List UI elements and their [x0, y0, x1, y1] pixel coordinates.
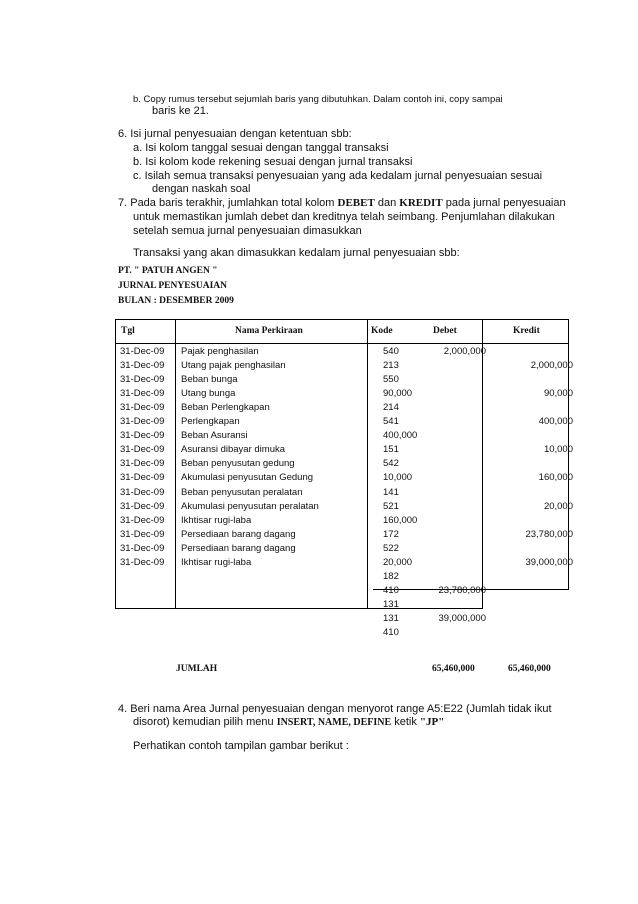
row-tgl: 31-Dec-09 — [120, 388, 165, 400]
row-tgl: 31-Dec-09 — [120, 374, 165, 386]
step7-post: pada jurnal penyesuaian — [442, 197, 566, 209]
row-nama: Beban penyusutan gedung — [181, 458, 295, 470]
row-tgl: 31-Dec-09 — [120, 444, 165, 456]
row-nama: Perlengkapan — [181, 416, 240, 428]
row-nama: Beban Perlengkapan — [181, 402, 270, 414]
row-kode: 172 — [383, 528, 399, 540]
row-kredit: 20,000 — [543, 500, 573, 512]
row-tgl: 31-Dec-09 — [120, 542, 165, 554]
row-kode: 521 — [383, 500, 399, 512]
row-nama: Utang bunga — [181, 388, 236, 400]
step4-ketik: ketik — [391, 716, 420, 728]
table-header-border — [115, 343, 569, 344]
total-kredit: 65,460,000 — [508, 664, 551, 674]
row-tgl: 31-Dec-09 — [120, 430, 165, 442]
row-nama: Beban penyusutan peralatan — [181, 486, 303, 498]
row-tgl: 31-Dec-09 — [120, 458, 165, 470]
row-kode: 213 — [383, 360, 399, 371]
row-kode: 131 — [383, 612, 399, 624]
step7-debet: DEBET — [337, 197, 375, 209]
step6-c-line1: c. Isilah semua transaksi penyesuaian yang ada kedalam jurnal penyesuaian sesuai — [133, 170, 543, 182]
row-debet: 2,000,000 — [443, 346, 486, 357]
row-tgl: 31-Dec-09 — [120, 472, 165, 484]
instruction-b-line1: b. Copy rumus tersebut sejumlah baris yang dibutuhkan. Dalam contoh ini, copy sampai — [133, 94, 503, 105]
row-kredit: 400,000 — [538, 416, 573, 428]
row-kode: 410 — [383, 584, 399, 596]
row-kode: 10,000 — [383, 472, 413, 484]
step7-line2: untuk memastikan jumlah debet dan kreditnya telah seimbang. Penjumlahan dilakukan — [133, 211, 555, 223]
row-kredit: 39,000,000 — [525, 556, 573, 568]
row-nama: Ikhtisar rugi-laba — [181, 514, 252, 526]
row-tgl: 31-Dec-09 — [120, 346, 165, 357]
row-nama: Ikhtisar rugi-laba — [181, 556, 252, 568]
journal-title: JURNAL PENYESUAIAN — [118, 281, 227, 291]
step6-c-line2: dengan naskah soal — [152, 183, 251, 195]
row-nama: Asuransi dibayar dimuka — [181, 444, 286, 456]
step4-perhatikan: Perhatikan contoh tampilan gambar berikut : — [133, 740, 349, 752]
row-kredit: 160,000 — [538, 472, 573, 484]
row-nama: Akumulasi penyusutan peralatan — [181, 500, 319, 512]
row-nama: Akumulasi penyusutan Gedung — [181, 472, 314, 484]
row-kode: 141 — [383, 486, 399, 498]
row-kredit: 23,780,000 — [525, 528, 573, 540]
journal-table — [115, 319, 573, 638]
step4-line1: 4. Beri nama Area Jurnal penyesuaian dengan menyorot range A5:E22 (Jumlah tidak ikut — [118, 703, 552, 715]
table-left-border — [115, 319, 116, 609]
header-nama: Nama Perkiraan — [235, 326, 303, 336]
step4-line2-pre: disorot) kemudian pilih menu — [133, 716, 277, 728]
step7-line1 — [118, 197, 566, 210]
row-tgl: 31-Dec-09 — [120, 416, 165, 428]
row-nama: Beban bunga — [181, 374, 238, 386]
row-tgl: 31-Dec-09 — [120, 556, 165, 568]
row-kode: 550 — [383, 374, 399, 386]
journal-month: BULAN : DESEMBER 2009 — [118, 296, 234, 306]
header-tgl: Tgl — [121, 326, 135, 336]
row-tgl: 31-Dec-09 — [120, 500, 165, 512]
step7-line3: setelah semua jurnal penyesuaian dimasukkan — [133, 225, 362, 237]
step7-transaksi: Transaksi yang akan dimasukkan kedalam jurnal penyesuaian sbb: — [133, 247, 460, 259]
step4-line2 — [133, 716, 444, 729]
row-tgl: 31-Dec-09 — [120, 514, 165, 526]
step7-kredit: KREDIT — [399, 197, 443, 209]
company-name: PT. " PATUH ANGEN " — [118, 266, 218, 276]
row-tgl: 31-Dec-09 — [120, 402, 165, 414]
table-bottom-border — [115, 608, 482, 609]
row-kredit: 10,000 — [543, 444, 573, 456]
row-nama: Persediaan barang dagang — [181, 528, 296, 540]
row-kode: 410 — [383, 627, 399, 638]
step4-jp: "JP" — [419, 716, 445, 728]
row-debet: 39,000,000 — [438, 612, 486, 624]
row-kode: 160,000 — [383, 514, 418, 526]
row-kode: 182 — [383, 570, 399, 582]
row-nama: Pajak penghasilan — [181, 346, 259, 357]
col-divider-tgl — [175, 319, 176, 609]
row-kode: 541 — [383, 416, 399, 428]
row-kode: 400,000 — [383, 430, 418, 442]
col-divider-nama — [367, 319, 368, 609]
row-kredit: 90,000 — [543, 388, 573, 400]
instruction-b-line2: baris ke 21. — [152, 105, 209, 117]
row-kode: 90,000 — [383, 388, 413, 400]
row-tgl: 31-Dec-09 — [120, 486, 165, 498]
header-kode: Kode — [371, 326, 393, 336]
row-nama: Beban Asuransi — [181, 430, 248, 442]
step7-dan: dan — [374, 197, 400, 209]
header-kredit: Kredit — [513, 326, 540, 336]
row-kode: 151 — [383, 444, 399, 456]
row-tgl: 31-Dec-09 — [120, 360, 165, 371]
row-kode: 542 — [383, 458, 399, 470]
row-tgl: 31-Dec-09 — [120, 528, 165, 540]
row-kode: 540 — [383, 346, 399, 357]
table-top-border — [115, 319, 569, 320]
total-debet: 65,460,000 — [432, 664, 475, 674]
step4-menu: INSERT, NAME, DEFINE — [276, 717, 392, 728]
row-nama: Utang pajak penghasilan — [181, 360, 286, 371]
row-nama: Persediaan barang dagang — [181, 542, 296, 554]
col-divider-debet — [482, 319, 483, 609]
step6-title: 6. Isi jurnal penyesuaian dengan ketentuan sbb: — [118, 128, 352, 140]
row-kredit: 2,000,000 — [530, 360, 573, 371]
step6-b: b. Isi kolom kode rekening sesuai dengan jurnal transaksi — [133, 156, 413, 168]
total-label: JUMLAH — [176, 664, 218, 674]
row-debet: 23,780,000 — [438, 584, 486, 596]
row-kode: 522 — [383, 542, 399, 554]
row-kode: 131 — [383, 598, 399, 610]
step7-pre: 7. Pada baris terakhir, jumlahkan total kolom — [118, 197, 338, 209]
header-debet: Debet — [433, 326, 457, 336]
step6-a: a. Isi kolom tanggal sesuai dengan tanggal transaksi — [133, 142, 389, 154]
row-kode: 20,000 — [383, 556, 413, 568]
row-kode: 214 — [383, 402, 399, 414]
